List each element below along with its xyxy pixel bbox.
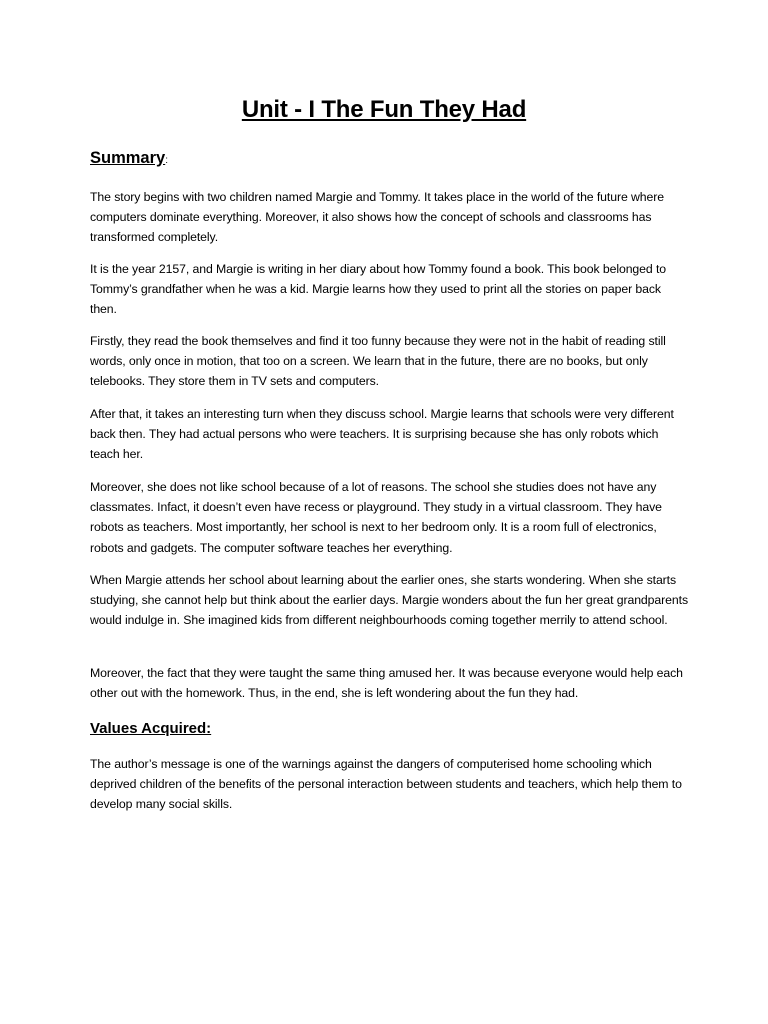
values-heading-text: Values Acquired: (90, 720, 212, 737)
document-title: Unit - I The Fun They Had (241, 96, 527, 123)
summary-paragraph-5: Moreover, she does not like school because of a lot of reasons. The school she studies does not have any classmates. Infact, it doesn’t even have recess or playground. They study in a virtual classroom. They have robots as teachers. Most importantly, her school is next to her bedroom only. It is a room full of electronics, robots and gadgets. The computer software teaches her everything. (90, 480, 662, 555)
summary-paragraph-4: After that, it takes an interesting turn when they discuss school. Margie learns that schools were very different back then. They had actual persons who were teachers. It is surprising because she has only robots which teach her. (90, 407, 674, 462)
summary-paragraph-6: When Margie attends her school about learning about the earlier ones, she starts wondering. When she starts studying, she cannot help but think about the earlier days. Margie wonders about the fun her great grandparents would indulge in. She imagined kids from different neighbourhoods coming together merrily to attend school. (90, 573, 688, 628)
summary-paragraph-3: Firstly, they read the book themselves and find it too funny because they were not in the habit of reading still words, only once in motion, that too on a screen. We learn that in the future, there are no books, but only telebooks. They store them in TV sets and computers. (90, 334, 666, 389)
summary-heading-colon: : (165, 155, 168, 166)
values-paragraph: The author’s message is one of the warnings against the dangers of computerised home schooling which deprived children of the benefits of the personal interaction between students and teachers, which help them to develop many social skills. (90, 757, 682, 812)
summary-paragraph-2: It is the year 2157, and Margie is writing in her diary about how Tommy found a book. This book belonged to Tommy’s grandfather when he was a kid. Margie learns how they used to print all the stories on paper back then. (90, 262, 667, 317)
summary-paragraph-1: The story begins with two children named Margie and Tommy. It takes place in the world of the future where computers dominate everything. Moreover, it also shows how the concept of schools and classrooms has transformed completely. (90, 190, 665, 245)
summary-heading (90, 147, 168, 172)
values-heading (90, 718, 211, 740)
summary-paragraph-7: Moreover, the fact that they were taught the same thing amused her. It was because everyone would help each other out with the homework. Thus, in the end, she is left wondering about the fun they had. (90, 666, 683, 701)
summary-heading-text: Summary (90, 149, 166, 167)
